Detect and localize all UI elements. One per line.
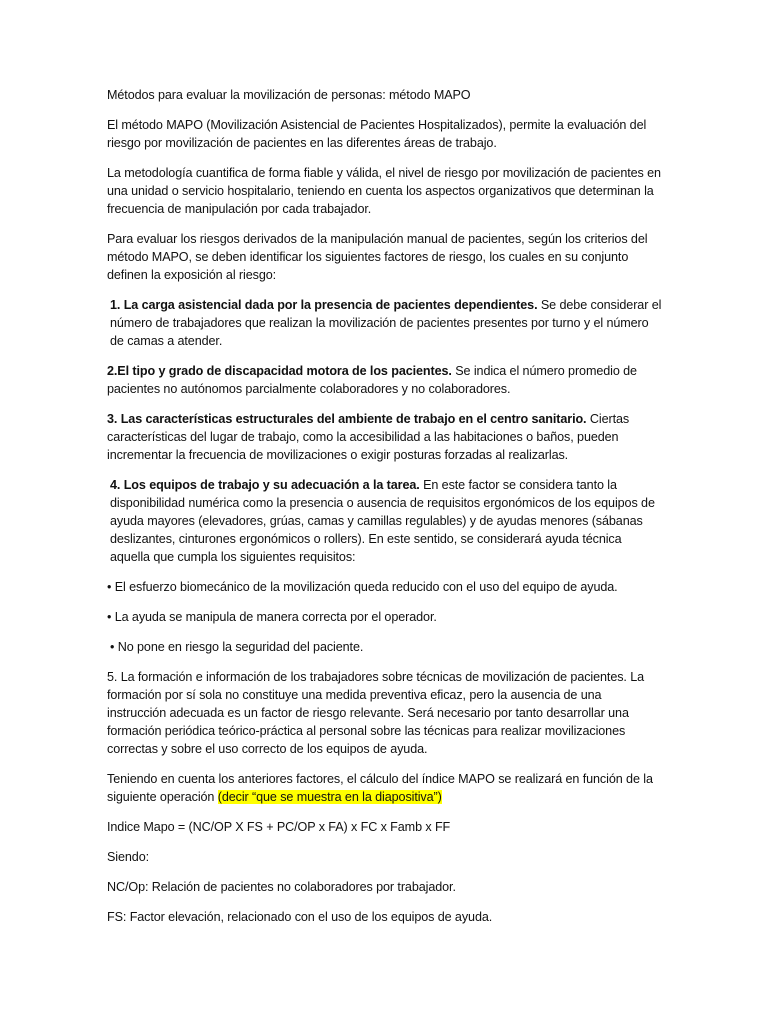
factor-3-paragraph [107, 410, 663, 464]
factor-2-paragraph [107, 362, 663, 398]
factor-4-heading: 4. Los equipos de trabajo y su adecuación a la tarea. [110, 478, 420, 492]
mapo-formula: Indice Mapo = (NC/OP X FS + PC/OP x FA) x FC x Famb x FF [107, 820, 451, 834]
bullet-item-1: • El esfuerzo biomecánico de la movilización queda reducido con el uso del equipo de ayuda. [107, 580, 618, 594]
bullet-item-2: • La ayuda se manipula de manera correcta por el operador. [107, 610, 437, 624]
factor-3-heading: 3. Las características estructurales del ambiente de trabajo en el centro sanitario. [107, 412, 587, 426]
factor-2-heading: 2.El tipo y grado de discapacidad motora de los pacientes. [107, 364, 452, 378]
factor-1-heading: 1. La carga asistencial dada por la presencia de pacientes dependientes. [110, 298, 538, 312]
factor-4-paragraph [107, 476, 663, 566]
intro-paragraph-1: El método MAPO (Movilización Asistencial de Pacientes Hospitalizados), permite la evaluación del riesgo por movilización de pacientes en las diferentes áreas de trabajo. [107, 118, 647, 150]
factor-3-text: Ciertas características del lugar de trabajo, como la accesibilidad a las habitaciones o baños, pueden incrementar la frecuencia de movilizaciones o exigir posturas forzadas al realizarlas. [107, 412, 630, 462]
factor-1-paragraph [107, 296, 663, 350]
factor-1-text: Se debe considerar el número de trabajadores que realizan la movilización de pacientes presentes por turno y el número de camas a atender. [110, 298, 662, 348]
calculation-text: Teniendo en cuenta los anteriores factores, el cálculo del índice MAPO se realizará en función de la siguiente operación [107, 772, 653, 804]
bullet-item-3: • No pone en riesgo la seguridad del paciente. [110, 640, 364, 654]
calculation-paragraph [107, 770, 663, 806]
definition-fs: FS: Factor elevación, relacionado con el uso de los equipos de ayuda. [107, 910, 493, 924]
factor-2-text: Se indica el número promedio de pacientes no autónomos parcialmente colaboradores y no colaboradores. [107, 364, 637, 396]
document-page [107, 86, 663, 938]
factor-4-text: En este factor se considera tanto la disponibilidad numérica como la presencia o ausencia de requisitos ergonómicos de los equipos de ayuda mayores (elevadores, grúas, camas y camillas regulables) y de ayudas menores (sábanas deslizantes, cinturones ergonómicos o rollers). En este sentido, se considerará ayuda técnica aquella que cumpla los siguientes requisitos: [110, 478, 655, 564]
intro-paragraph-2: La metodología cuantifica de forma fiable y válida, el nivel de riesgo por movilización de pacientes en una unidad o servicio hospitalario, teniendo en cuenta los aspectos organizativos que determinan la frecuencia de manipulación por cada trabajador. [107, 166, 661, 216]
calculation-highlight-note: (decir “que se muestra en la diapositiva”) [217, 790, 442, 804]
siendo-label: Siendo: [107, 850, 150, 864]
intro-paragraph-3: Para evaluar los riesgos derivados de la manipulación manual de pacientes, según los criterios del método MAPO, se deben identificar los siguientes factores de riesgo, los cuales en su conjunto definen la exposición al riesgo: [107, 232, 648, 282]
document-title: Métodos para evaluar la movilización de personas: método MAPO [107, 88, 471, 102]
definition-ncop: NC/Op: Relación de pacientes no colaboradores por trabajador. [107, 880, 456, 894]
factor-5-paragraph: 5. La formación e información de los trabajadores sobre técnicas de movilización de pacientes. La formación por sí sola no constituye una medida preventiva eficaz, pero la ausencia de una instrucción adecuada es un factor de riesgo relevante. Será necesario por tanto desarrollar una formación periódica teórico-práctica al personal sobre las técnicas para realizar movilizaciones correctas y sobre el uso correcto de los equipos de ayuda. [107, 670, 645, 756]
